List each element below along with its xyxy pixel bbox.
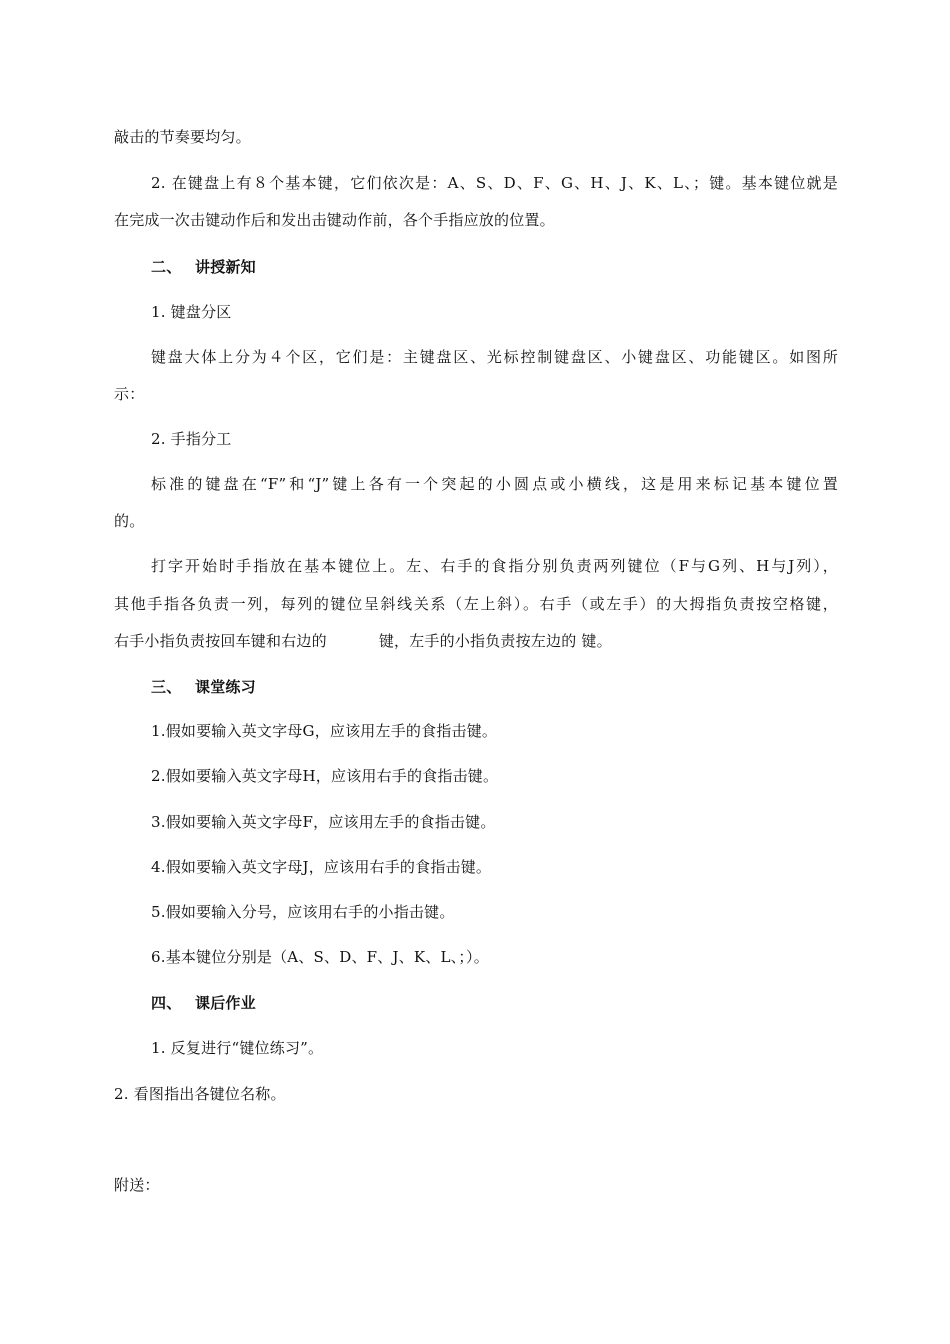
section-title: 讲授新知 [195, 258, 256, 276]
homework-item: 1. 反复进行“键位练习”。 [151, 1039, 324, 1057]
section-heading [151, 677, 838, 697]
paragraph-line: 标准的键盘在“F”和“J”键上各有一个突起的小圆点或小横线，这是用来标记基本键位置 [151, 475, 838, 493]
appendix-label: 附送： [114, 1176, 160, 1194]
paragraph-line: 的。 [114, 512, 145, 530]
section-title: 课后作业 [195, 994, 256, 1012]
paragraph-line: 打字开始时手指放在基本键位上。左、右手的食指分别负责两列键位（F与G列、H与J列）， [151, 557, 838, 575]
paragraph-line: 示： [114, 385, 145, 403]
exercise-item: 3.假如要输入英文字母F，应该用左手的食指击键。 [151, 813, 496, 831]
paragraph-line: 在完成一次击键动作后和发出击键动作前，各个手指应放的位置。 [114, 211, 555, 229]
paragraph-fragment: 键，左手的小指负责按左边的 键。 [378, 632, 612, 650]
paragraph-line: 其他手指各负责一列，每列的键位呈斜线关系（左上斜）。右手（或左手）的大拇指负责按空格键， [114, 595, 838, 613]
exercise-item: 6.基本键位分别是（A、S、D、F、J、K、L、；）。 [151, 948, 489, 966]
section-heading [151, 993, 838, 1013]
exercise-item: 4.假如要输入英文字母J，应该用右手的食指击键。 [151, 858, 492, 876]
paragraph-line [114, 631, 838, 651]
paragraph-line: 2. 在键盘上有８个基本键，它们依次是：A、S、D、F、G、H、J、K、L、；键。基本键位就是 [151, 174, 838, 192]
paragraph-line: 敲击的节奏要均匀。 [114, 128, 251, 146]
section-number: 二、 [151, 258, 182, 276]
list-item: 1. 键盘分区 [151, 303, 232, 321]
paragraph-line: 键盘大体上分为４个区，它们是：主键盘区、光标控制键盘区、小键盘区、功能键区。如图所 [151, 348, 838, 366]
section-number: 四、 [151, 994, 182, 1012]
section-heading [151, 257, 838, 277]
homework-item: 2. 看图指出各键位名称。 [114, 1085, 286, 1103]
paragraph-fragment: 右手小指负责按回车键和右边的 [114, 632, 327, 650]
exercise-item: 2.假如要输入英文字母H，应该用右手的食指击键。 [151, 767, 499, 785]
section-number: 三、 [151, 678, 182, 696]
exercise-item: 5.假如要输入分号，应该用右手的小指击键。 [151, 903, 455, 921]
section-title: 课堂练习 [195, 678, 256, 696]
list-item: 2. 手指分工 [151, 430, 232, 448]
exercise-item: 1.假如要输入英文字母G，应该用左手的食指击键。 [151, 722, 498, 740]
